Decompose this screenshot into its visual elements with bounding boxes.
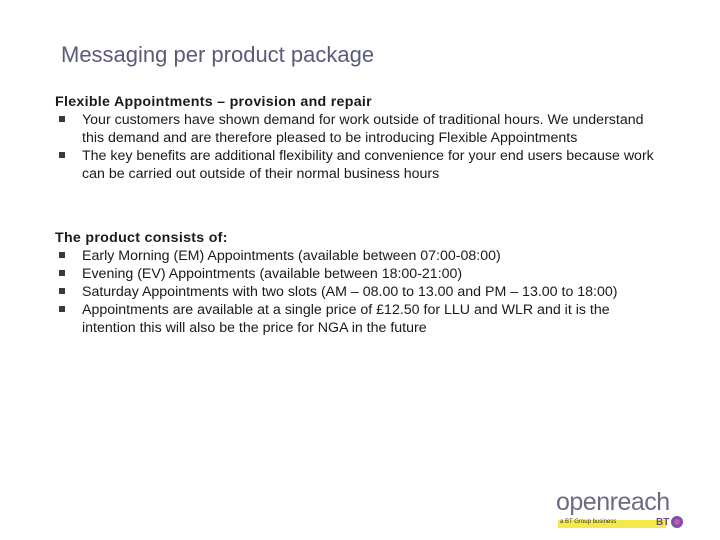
bt-globe-icon [670, 515, 684, 529]
list-item [55, 283, 665, 301]
list-item [55, 147, 665, 183]
list-item-text: Your customers have shown demand for work outside of traditional hours. We understand this demand and are therefore pleased to be introducing Flexible Appointments [82, 112, 644, 146]
list-item-text: Saturday Appointments with two slots (AM – 08.00 to 13.00 and PM – 13.00 to 18:00) [82, 284, 618, 300]
logo-tagline: a BT Group business [560, 519, 617, 525]
square-bullet-icon [59, 116, 65, 122]
bullet-list [55, 247, 665, 337]
bullet-list [55, 111, 665, 183]
section-heading: The product consists of: [55, 230, 228, 246]
section-heading: Flexible Appointments – provision and repair [55, 94, 372, 110]
list-item-text: Evening (EV) Appointments (available between 18:00-21:00) [82, 266, 463, 282]
list-item-text: Appointments are available at a single price of £12.50 for LLU and WLR and it is the intention this will also be the price for NGA in the future [82, 302, 610, 336]
list-item-text: The key benefits are additional flexibility and convenience for your end users because work can be carried out outside of their normal business hours [82, 148, 654, 182]
section-flexible-appointments [55, 93, 665, 183]
openreach-logo [556, 488, 686, 530]
slide-title: Messaging per product package [61, 42, 375, 67]
list-item [55, 247, 665, 265]
list-item [55, 111, 665, 147]
square-bullet-icon [59, 288, 65, 294]
square-bullet-icon [59, 270, 65, 276]
logo-wordmark: openreach [556, 488, 670, 516]
square-bullet-icon [59, 306, 65, 312]
list-item [55, 301, 665, 337]
bt-logo-text: BT [656, 517, 670, 528]
list-item [55, 265, 665, 283]
square-bullet-icon [59, 152, 65, 158]
section-product-consists [55, 229, 665, 337]
square-bullet-icon [59, 252, 65, 258]
list-item-text: Early Morning (EM) Appointments (available between 07:00-08:00) [82, 248, 501, 264]
